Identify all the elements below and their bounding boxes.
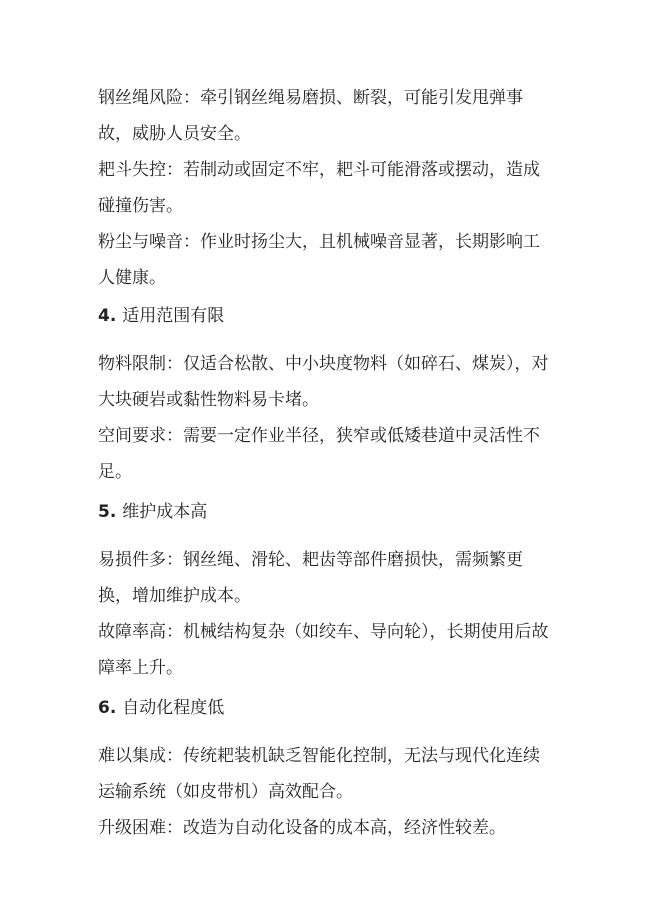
paragraph-wear-parts: 易损件多：钢丝绳、滑轮、耙齿等部件磨损快，需频繁更换，增加维护成本。: [98, 550, 523, 606]
paragraph-failure-rate: 故障率高：机械结构复杂（如绞车、导向轮），长期使用后故障率上升。: [98, 622, 549, 678]
paragraph-integration-difficulty: 难以集成：传统耙装机缺乏智能化控制，无法与现代化连续运输系统（如皮带机）高效配合。: [98, 746, 540, 802]
paragraph-rake-loss-of-control: 耙斗失控：若制动或固定不牢，耙斗可能滑落或摆动，造成碰撞伤害。: [98, 160, 540, 216]
section-title: 维护成本高: [122, 502, 208, 522]
section-title: 适用范围有限: [122, 306, 225, 326]
paragraph-wire-rope-risk: 钢丝绳风险：牵引钢丝绳易磨损、断裂，可能引发甩弹事故，威胁人员安全。: [98, 88, 523, 144]
section-number: 4.: [98, 306, 117, 326]
paragraph-upgrade-difficulty: 升级困难：改造为自动化设备的成本高，经济性较差。: [98, 818, 506, 838]
section-number: 5.: [98, 502, 117, 522]
paragraph-space-requirements: 空间要求：需要一定作业半径，狭窄或低矮巷道中灵活性不足。: [98, 426, 540, 482]
section-heading-5: [98, 494, 554, 530]
paragraph-material-limits: 物料限制：仅适合松散、中小块度物料（如碎石、煤炭），对大块硬岩或黏性物料易卡堵。: [98, 354, 549, 410]
section-title: 自动化程度低: [122, 698, 225, 718]
section-heading-6: [98, 690, 554, 726]
section-heading-4: [98, 298, 554, 334]
section-number: 6.: [98, 698, 117, 718]
paragraph-dust-and-noise: 粉尘与噪音：作业时扬尘大，且机械噪音显著，长期影响工人健康。: [98, 232, 540, 288]
